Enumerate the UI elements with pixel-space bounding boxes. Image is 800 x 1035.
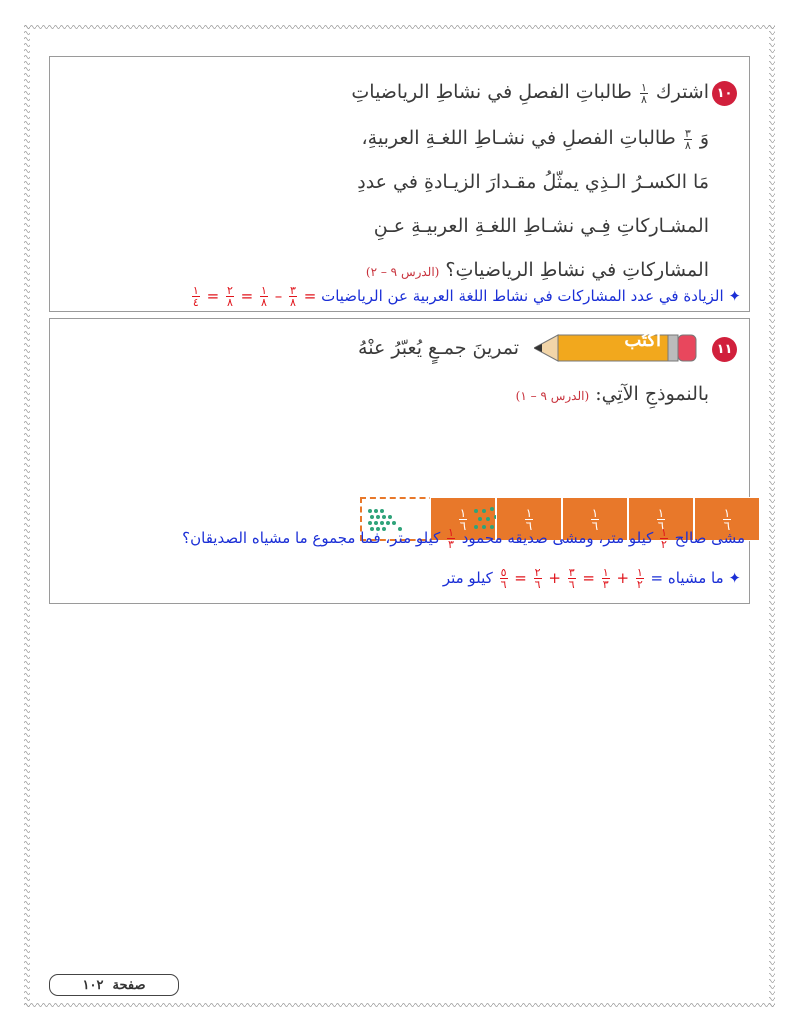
unit-text: كيلو متر (442, 569, 493, 587)
text-fragment: المشاركاتِ في نشاطِ الرياضياتِ؟ (445, 259, 709, 281)
question-line-4: المشـاركاتِ فِـي نشـاطِ اللغـةِ العربيـةِ عـنِ (373, 215, 709, 237)
question-10-box (49, 56, 750, 312)
bullet-icon: ✦ (728, 287, 741, 305)
bullet-icon: ✦ (728, 569, 741, 587)
model-segment: $\frac{١}{٦}$ (694, 497, 760, 541)
problem-line (182, 527, 745, 550)
model-segment: $\frac{١}{٦}$ (496, 497, 562, 541)
fraction: $\frac{٣}{٦}$ (568, 566, 575, 591)
question-number-badge: ١١ (712, 337, 737, 362)
text-fragment: اشترك (655, 81, 709, 103)
fraction: $\frac{١}{٢}$ (636, 566, 643, 591)
answer-equation: = $\frac{٣}{٨}$ – $\frac{١}{٨}$ = $\frac{٢}{٨}$ = $\frac{١}{٤}$ (192, 284, 317, 309)
question-line-5 (366, 259, 709, 281)
fraction: $\frac{١}{٣}$ (448, 526, 454, 551)
text-fragment: بالنموذجِ الآتِي: (595, 383, 709, 405)
fraction: $\frac{١}{٤}$ (192, 284, 199, 309)
write-label: اكتُب (624, 330, 661, 351)
fraction: $\frac{٣}{٨}$ (684, 126, 691, 152)
lesson-reference: (الدرس ٩ – ١) (515, 389, 590, 403)
fraction: $\frac{٢}{٨}$ (226, 284, 233, 309)
fraction: $\frac{٢}{٦}$ (534, 566, 541, 591)
pencil-icon (534, 329, 699, 367)
text-fragment: كيلو متر، ومشى صديقه محمود (461, 529, 654, 547)
text-fragment: طالباتِ الفصلِ في نشـاطِ اللغـةِ العربيةِ، (361, 127, 676, 149)
text-fragment: مشى صالح (674, 529, 745, 547)
text-fragment: طالباتِ الفصلِ في نشاطِ الرياضياتِ (351, 81, 632, 103)
model-segment: $\frac{١}{٦}$ (562, 497, 628, 541)
answer-text: الزيادة في عدد المشاركات في نشاط اللغة العربية عن الرياضيات (321, 287, 724, 305)
fraction: $\frac{٥}{٦}$ (500, 566, 507, 591)
fraction: $\frac{٣}{٨}$ (290, 284, 296, 309)
question-line-1 (351, 81, 709, 105)
question-title: تمرينَ جمـعٍ يُعبّرُ عنْهُ (358, 337, 519, 359)
question-line-3: مَا الكسـرُ الـذِي يمثّلُ مقـدارَ الزيـادةِ في عددِ (357, 171, 709, 193)
answer-text: ما مشياه = (650, 569, 724, 587)
lesson-reference: (الدرس ٩ – ٢) (365, 265, 440, 279)
question-number-badge: ١٠ (712, 81, 737, 106)
model-segment: $\frac{١}{٦}$ (628, 497, 694, 541)
fraction: $\frac{١}{٣}$ (602, 566, 609, 591)
page-label: صفحة (112, 977, 146, 993)
text-fragment: كيلو متر، فما مجموع ما مشياه الصديقان؟ (182, 529, 441, 547)
fraction: $\frac{١}{٨}$ (261, 284, 267, 309)
answer-equation: $\frac{١}{٢}$ + $\frac{١}{٣}$ = $\frac{٣}{٦}$ + $\frac{٢}{٦}$ = $\frac{٥}{٦}$ (500, 566, 643, 591)
model-segment: $\frac{١}{٦}$ (430, 497, 496, 541)
question-line-2 (362, 127, 709, 151)
answer-line (443, 567, 741, 590)
page-number-tab (49, 974, 179, 996)
text-fragment: وَ (699, 127, 709, 149)
answer-line (190, 285, 741, 308)
question-11-box (49, 318, 750, 604)
question-line-2 (516, 383, 709, 405)
page-number: ١٠٢ (82, 977, 104, 993)
fraction: $\frac{١}{٨}$ (640, 80, 647, 106)
fraction: $\frac{١}{٢}$ (661, 526, 667, 551)
